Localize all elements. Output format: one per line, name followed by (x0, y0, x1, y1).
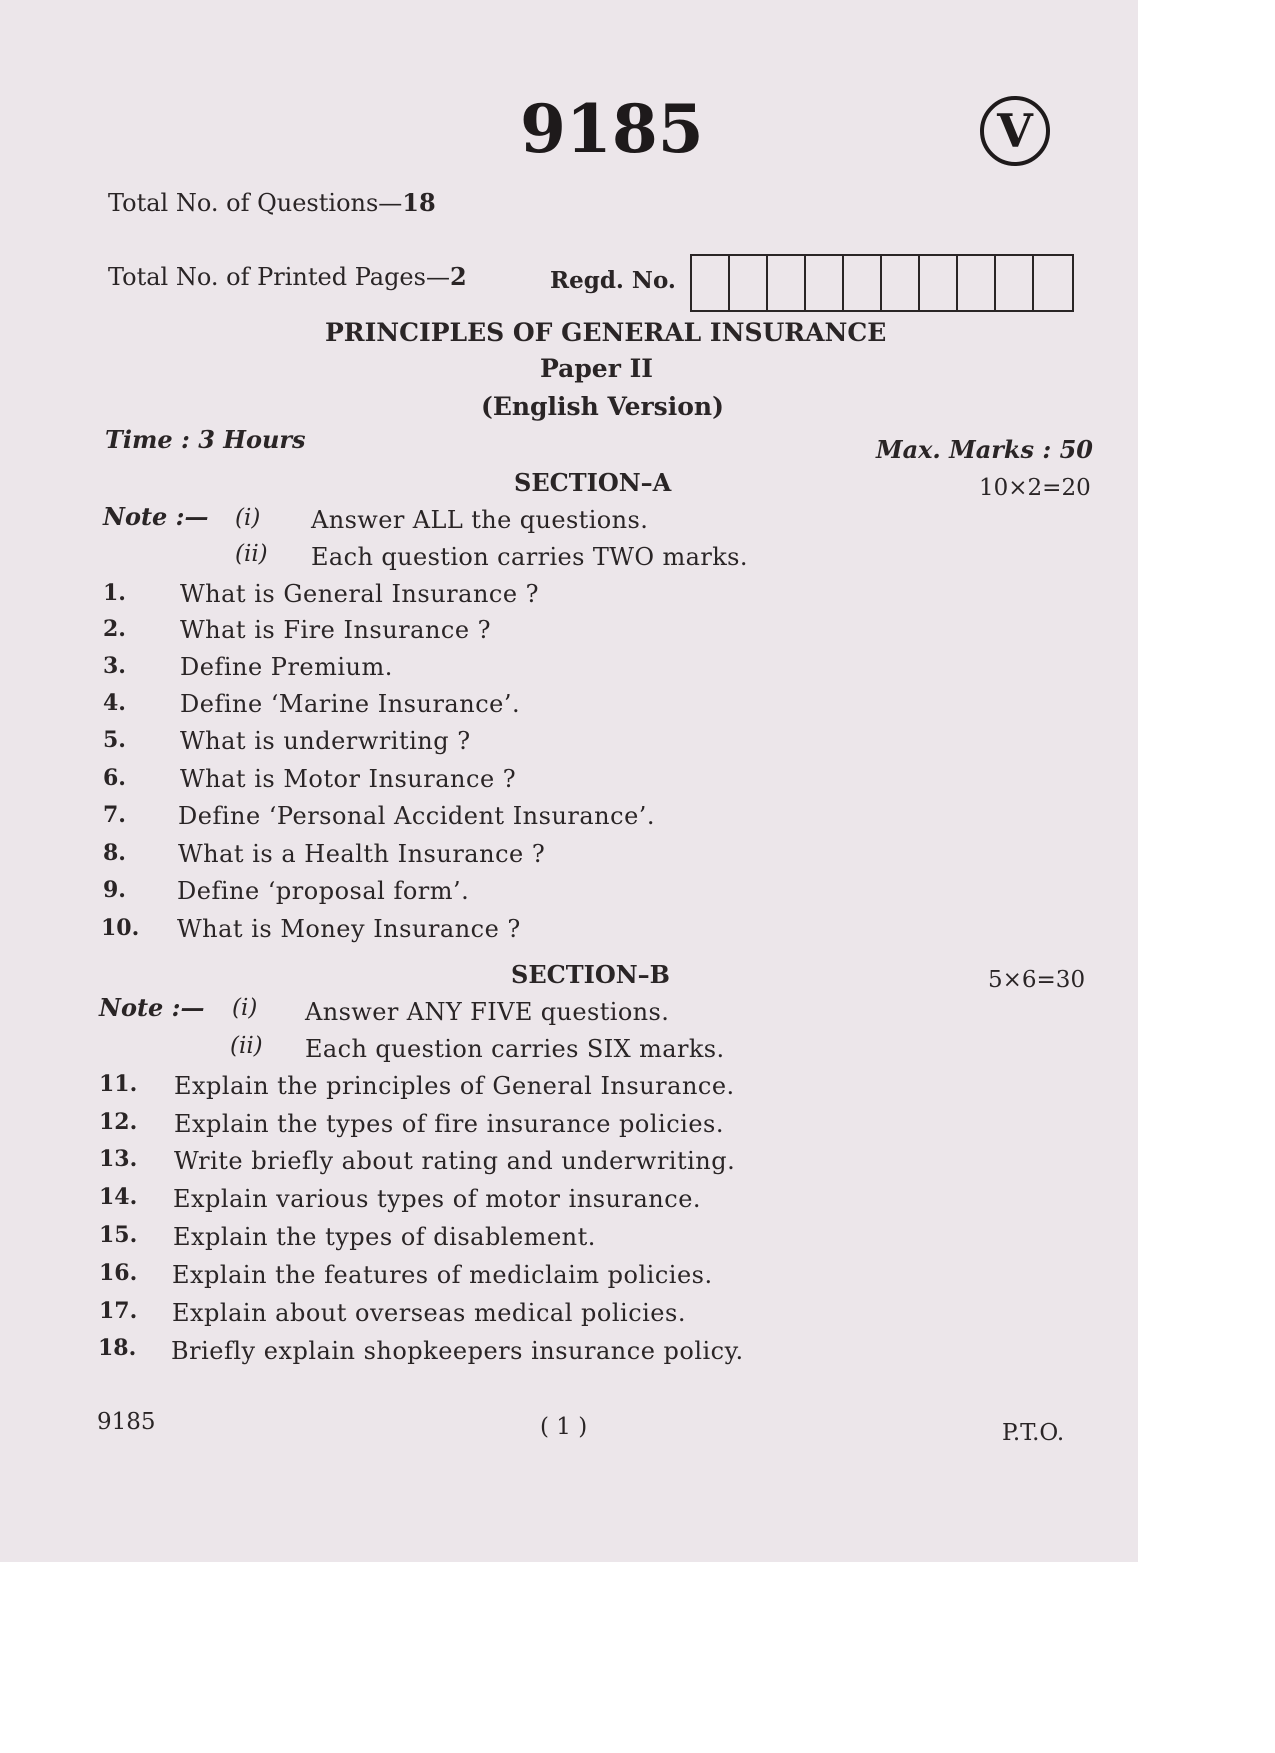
question-text: Explain various types of motor insurance. (173, 1185, 702, 1213)
question-text: Explain about overseas medical policies. (172, 1299, 686, 1327)
section-a-note-num: (ii) (235, 541, 268, 567)
regd-digit-box[interactable] (806, 256, 844, 310)
language-version: (English Version) (481, 392, 724, 421)
question-number: 18. (98, 1335, 137, 1361)
section-a-note-num: (i) (235, 505, 261, 531)
question-number: 12. (99, 1109, 138, 1135)
regd-no-boxes[interactable] (690, 254, 1074, 312)
regd-digit-box[interactable] (844, 256, 882, 310)
question-number: 5. (103, 727, 126, 753)
max-marks: Max. Marks : 50 (876, 435, 1094, 464)
question-text: Define ‘Personal Accident Insurance’. (178, 802, 656, 830)
total-questions (108, 188, 436, 217)
question-text: Explain the features of mediclaim policies. (172, 1261, 713, 1289)
regd-digit-box[interactable] (882, 256, 920, 310)
question-text: What is Money Insurance ? (177, 915, 521, 943)
section-b-note-num: (ii) (230, 1033, 263, 1059)
regd-digit-box[interactable] (996, 256, 1034, 310)
question-number: 1. (103, 580, 126, 606)
section-b-note-num: (i) (232, 995, 258, 1021)
question-number: 15. (99, 1222, 138, 1248)
question-number: 13. (99, 1146, 138, 1172)
question-text: Explain the types of fire insurance policies. (174, 1110, 724, 1138)
section-b-note-label: Note :— (99, 993, 205, 1022)
question-text: What is Fire Insurance ? (180, 616, 492, 644)
total-pages (108, 262, 467, 291)
question-number: 17. (99, 1298, 138, 1324)
question-number: 10. (101, 915, 140, 941)
question-text: What is Motor Insurance ? (180, 765, 517, 793)
paper-number: Paper II (540, 354, 653, 383)
question-text: Explain the principles of General Insurance. (174, 1072, 735, 1100)
question-number: 8. (103, 840, 126, 866)
question-text: Define Premium. (180, 653, 393, 681)
section-b-marks: 5×6=30 (988, 967, 1086, 993)
regd-digit-box[interactable] (692, 256, 730, 310)
question-text: Define ‘proposal form’. (177, 877, 470, 905)
question-text: What is a Health Insurance ? (178, 840, 546, 868)
please-turn-over: P.T.O. (1002, 1420, 1065, 1446)
page-number: ( 1 ) (540, 1414, 588, 1440)
regd-digit-box[interactable] (768, 256, 806, 310)
total-pages-value: 2 (449, 262, 467, 291)
regd-digit-box[interactable] (1034, 256, 1072, 310)
section-a-note-label: Note :— (103, 502, 209, 531)
section-b-note-text: Each question carries SIX marks. (305, 1035, 725, 1063)
exam-time: Time : 3 Hours (105, 425, 306, 454)
version-badge (980, 96, 1050, 166)
question-number: 14. (99, 1184, 138, 1210)
question-number: 7. (103, 802, 126, 828)
question-text: Explain the types of disablement. (173, 1223, 596, 1251)
question-number: 11. (99, 1071, 138, 1097)
total-questions-value: 18 (402, 188, 436, 217)
section-a-marks: 10×2=20 (979, 475, 1091, 501)
section-b-heading: SECTION–B (511, 960, 670, 989)
section-a-heading: SECTION–A (514, 468, 672, 497)
question-number: 3. (103, 653, 126, 679)
regd-no-label: Regd. No. (550, 267, 676, 294)
total-pages-label: Total No. of Printed Pages— (108, 263, 450, 291)
question-number: 9. (103, 877, 126, 903)
footer-paper-code: 9185 (97, 1409, 156, 1435)
section-b-note-text: Answer ANY FIVE questions. (305, 998, 670, 1026)
section-a-note-text: Each question carries TWO marks. (311, 543, 748, 571)
question-text: Define ‘Marine Insurance’. (180, 690, 521, 718)
section-a-note-text: Answer ALL the questions. (311, 506, 649, 534)
version-badge-letter: V (997, 104, 1033, 158)
question-number: 2. (103, 616, 126, 642)
regd-digit-box[interactable] (730, 256, 768, 310)
question-text: What is underwriting ? (180, 727, 471, 755)
question-text: What is General Insurance ? (180, 580, 540, 608)
question-text: Briefly explain shopkeepers insurance policy. (171, 1337, 744, 1365)
question-number: 6. (103, 765, 126, 791)
total-questions-label: Total No. of Questions— (108, 189, 403, 217)
regd-digit-box[interactable] (920, 256, 958, 310)
question-text: Write briefly about rating and underwriting. (174, 1147, 736, 1175)
question-number: 4. (103, 690, 126, 716)
question-number: 16. (99, 1260, 138, 1286)
paper-code: 9185 (520, 90, 704, 168)
regd-digit-box[interactable] (958, 256, 996, 310)
subject-title: PRINCIPLES OF GENERAL INSURANCE (325, 318, 887, 347)
